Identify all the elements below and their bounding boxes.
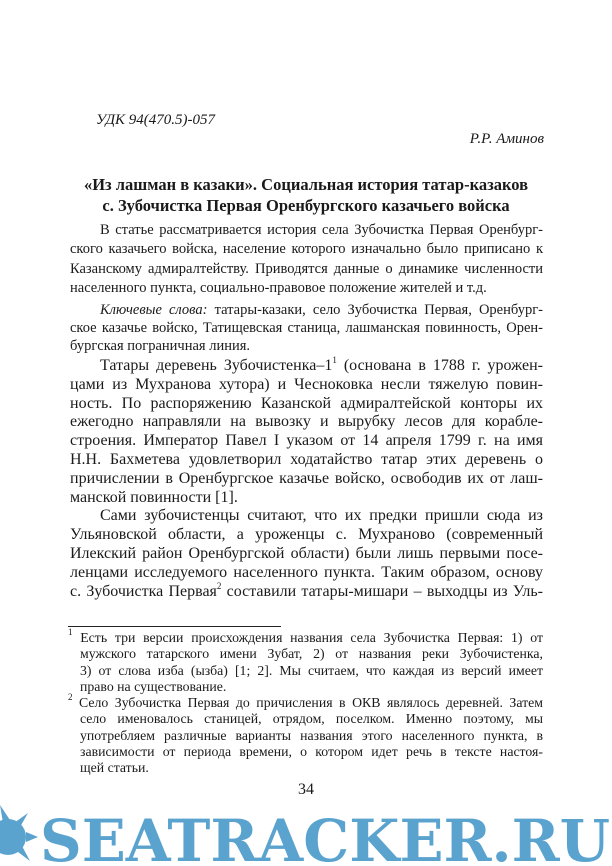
footnote-line — [68, 627, 543, 646]
footnote-ref[interactable]: 2 — [216, 580, 222, 591]
watermark-text: SEATRACKER.RU — [40, 807, 610, 866]
article-title — [40, 174, 572, 216]
body-line: Сами зубочистенцы считают, что их предки пришли сюда из — [100, 507, 543, 525]
keywords-line — [70, 301, 543, 319]
body-line: манской повинности [1]. — [70, 488, 238, 506]
footnote-divider — [68, 626, 281, 627]
text: с. Зубочистка Первая — [70, 582, 217, 600]
abstract-line: Казанскому адмиралтейству. Приводятся данные о динамике численности — [70, 260, 543, 277]
body-line: Илекский район Оренбургской области) были лишь первыми посе- — [70, 544, 543, 562]
footnotes — [68, 627, 543, 777]
keywords-text: татары-казаки, село Зубочистка Первая, Оренбург- — [207, 302, 543, 318]
text: Есть три версии происхождения названия села Зубочистка Первая: 1) от — [80, 630, 543, 645]
footnote-line: зависимости от периода времени, о котором идет речь в тексте настоя- — [80, 744, 543, 760]
body-line: Ульяновской области, а уроженцы с. Мухраново (современный — [70, 526, 543, 544]
footnote-number: 1 — [68, 627, 73, 637]
footnote-line — [68, 692, 543, 711]
abstract-line: ского казачьего войска, население которого изначально было приписано к — [70, 241, 543, 258]
body-line — [70, 357, 543, 376]
body-line: Н.Н. Бахметева удовлетворил ходатайство татар этих деревень о — [70, 450, 543, 468]
keywords-line: бургская пограничная линия. — [70, 338, 251, 354]
text: составили татары-мишари – выходцы из Уль- — [221, 582, 543, 600]
footnote-line: употребляем различные варианты названия этого населенного пункта, в — [80, 727, 543, 743]
body-text — [70, 357, 543, 601]
text: Татары деревень Зубочистенка–1 — [100, 357, 333, 374]
keywords-label: Ключевые слова: — [100, 302, 208, 318]
abstract — [70, 221, 543, 298]
footnote-ref[interactable]: 1 — [332, 355, 337, 365]
page-number: 34 — [298, 781, 314, 798]
body-line: ленцами исследуемого населенного пункта. Таким образом, основу — [70, 563, 543, 581]
body-line — [70, 580, 543, 602]
title-line: с. Зубочистка Первая Оренбургского казачьего войска — [102, 196, 510, 215]
text: Село Зубочистка Первая до причисления в ОКВ являлось деревней. Затем — [79, 695, 543, 711]
keywords — [70, 301, 543, 355]
sun-icon — [0, 805, 38, 861]
watermark-logo — [0, 801, 612, 866]
footnote-line: право на существование. — [80, 678, 227, 694]
footnote-number: 2 — [68, 692, 73, 703]
footnote-line: щей статьи. — [80, 760, 149, 776]
body-line: цами из Мухранова хутора) и Чесноковка несли тяжелую повин- — [70, 375, 543, 393]
abstract-line: населенного пункта, социально-правовое положение жителей и т.д. — [70, 279, 487, 296]
body-line: ность. По распоряжению Казанской адмиралтейской конторы их — [70, 394, 543, 412]
footnote-line: 3) от слова изба (ызба) [1; 2]. Мы считаем, что каждая из версий имеет — [80, 662, 543, 678]
footnote-line: мужского татарского имени Зубат, 2) от названия реки Зубочистенка, — [80, 646, 543, 662]
body-line: причислении в Оренбургское казачье войско, освободив их от лаш- — [70, 469, 543, 487]
body-line: строения. Император Павел I указом от 14 апреля 1799 г. на имя — [70, 432, 543, 450]
udk-code: УДК 94(470.5)-057 — [96, 112, 215, 128]
author: Р.Р. Аминов — [469, 131, 544, 147]
text: (основана в 1788 г. урожен- — [336, 357, 543, 374]
abstract-line: В статье рассматривается история села Зубочистка Первая Оренбург- — [100, 222, 543, 238]
body-line: ежегодно направляли на вывозку и вырубку лесов для корабле- — [70, 413, 543, 431]
keywords-line: ское казачье войско, Татищевская станица, лашманская повинность, Орен- — [70, 320, 543, 336]
footnote-line: село именовалось станицей, отрядом, поселком. Именно поэтому, мы — [80, 711, 543, 727]
title-line: «Из лашман в казаки». Социальная история татар-казаков — [83, 175, 529, 194]
